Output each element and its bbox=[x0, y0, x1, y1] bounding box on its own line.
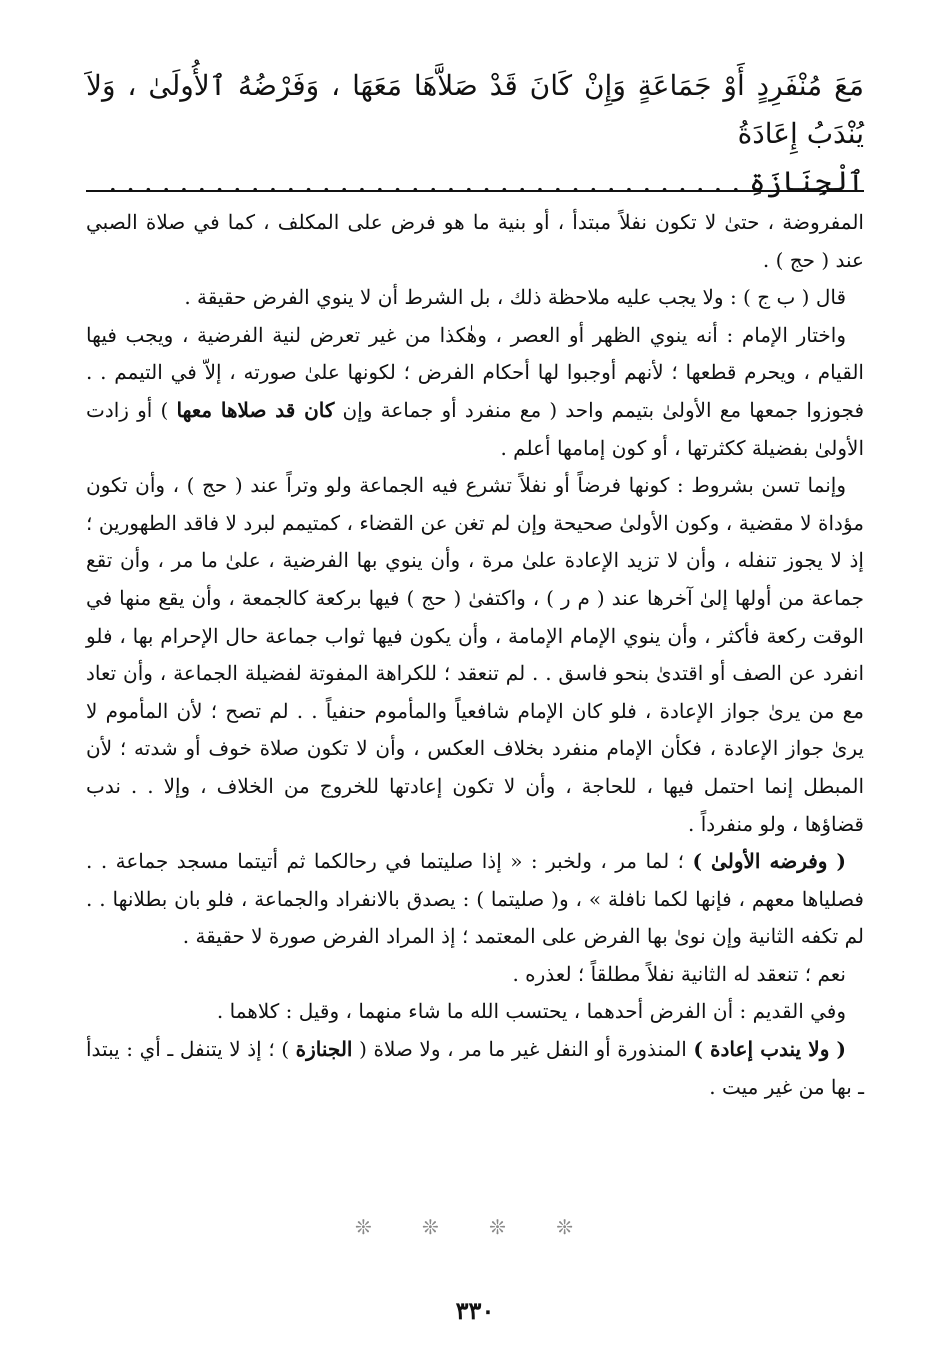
sharh-p8-text-b: ) ؛ إذ لا يتنفل ـ أي : يبتدأ ـ بها من غير ميت . bbox=[86, 1037, 864, 1099]
sharh-p8-text-a: المنذورة أو النفل غير ما مر ، ولا صلاة ( bbox=[359, 1037, 687, 1062]
sharh-paragraph-3 bbox=[86, 317, 864, 467]
matn-dots: . . . . . . . . . . . . . . . . . . . . . . . . . . . . . . . . . . . . bbox=[108, 165, 741, 198]
sharh-paragraph-1: المفروضة ، حتىٰ لا تكون نفلاً مبتدأ ، أو بنية ما هو فرض على المكلف ، كما في صلاة الصبي عند ( حج ) . bbox=[86, 210, 864, 272]
sharh-paragraph-8 bbox=[86, 1031, 864, 1106]
sharh-p3-bold: كان قد صلاها معها bbox=[176, 397, 335, 422]
matn-line-2-text: ٱلْجِنَازَةِ bbox=[749, 165, 864, 198]
page-number: ٣٣٠ bbox=[455, 1296, 495, 1325]
ornament-stars-icon: ❊ ❊ ❊ ❊ bbox=[354, 1215, 596, 1239]
sharh-p5-bold: ( وفرضه الأولىٰ ) bbox=[692, 849, 846, 874]
matn-line-1: مَعَ مُنْفَرِدٍ أَوْ جَمَاعَةٍ وَإِنْ كَانَ قَدْ صَلاَّهَا مَعَهَا ، وَفَرْضُهُ ٱلأُولَىٰ ، وَلاَ يُنْدَبُ إِعَادَةُ bbox=[86, 69, 864, 150]
sharh-paragraph-2: قال ( ب ج ) : ولا يجب عليه ملاحظة ذلك ، بل الشرط أن لا ينوي الفرض حقيقة . bbox=[184, 285, 846, 310]
sharh-paragraph-7: وفي القديم : أن الفرض أحدهما ، يحتسب الله ما شاء منهما ، وقيل : كلاهما . bbox=[216, 999, 846, 1024]
sharh-text bbox=[86, 204, 864, 1106]
sharh-paragraph-6: نعم ؛ تنعقد له الثانية نفلاً مطلقاً ؛ لعذره . bbox=[512, 961, 846, 986]
sharh-p8-bold-1: ( ولا يندب إعادة ) bbox=[693, 1037, 847, 1062]
sharh-p3-text-a: واختار الإمام : أنه ينوي الظهر أو العصر ، وهٰكذا من غير تعرض لنية الفرضية ، ويجب فيها القيام ، ويحرم قطعها ؛ لأنهم أوجبوا لها أحكام الفرض ؛ لكونها علىٰ صورته ، إلاّ في التيمم . . فجوزوا جمعها مع الأولىٰ بتيمم واحد ( مع منفرد أو جماعة وإن bbox=[86, 322, 864, 422]
sharh-p5-text: ؛ لما مر ، ولخبر : « إذا صليتما في رحالكما ثم أتيتما مسجد جماعة . . فصلياها معهم ، فإنها لكما نافلة » ، و( صليتما ) : يصدق بالانفراد والجماعة ، فلو بان بطلانها . . لم تكفه الثانية وإن نوىٰ بها الفرض على المعتمد ؛ إذ المراد الفرض صورة لا حقيقة . bbox=[86, 849, 864, 949]
sharh-p3-text-b: ) أو زادت الأولىٰ بفضيلة ككثرتها ، أو كون إمامها أعلم . bbox=[86, 397, 864, 460]
sharh-paragraph-4: وإنما تسن بشروط : كونها فرضاً أو نفلاً تشرع فيه الجماعة ولو وتراً عند ( حج ) ، وأن تكون مؤداة لا مقضية ، وكون الأولىٰ صحيحة وإن لم تغن عن القضاء ، كمتيمم لبرد لا فاقد الطهورين ؛ إذ لا يجوز تنفله ، وأن لا تزيد الإعادة علىٰ مرة ، وأن ينوي بها الفرضية ، علىٰ ما مر ، وأن تقع جماعة من أولها إلىٰ آخرها عند ( م ر ) ، واكتفىٰ ( حج ) فيها بركعة كالجمعة ، وأن يقع منها في الوقت ركعة فأكثر ، وأن ينوي الإمام الإمامة ، وأن يكون فيها ثواب جماعة حال الإحرام بها ، فلو انفرد عن الصف أو اقتدىٰ بنحو فاسق . . لم تنعقد ؛ للكراهة المفوتة لفضيلة الجماعة ، وأن تعاد مع من يرىٰ جواز الإعادة ، فلو كان الإمام شافعياً والمأموم حنفياً . . لم تصح ؛ لأن المأموم لا يرىٰ جواز الإعادة ، فكأن الإمام منفرد بخلاف العكس ، وأن لا تكون صلاة خوف أو شدته ؛ لأن المبطل إنما احتمل فيها ، للحاجة ، وأن لا تكون إعادتها للخروج من الخلاف ، وإلا . . ندب قضاؤها ، ولو منفرداً . bbox=[86, 473, 865, 836]
sharh-p8-bold-2: الجنازة bbox=[295, 1037, 353, 1062]
sharh-paragraph-5 bbox=[86, 843, 864, 956]
matn-text bbox=[86, 62, 864, 206]
separator-rule bbox=[86, 190, 864, 192]
matn-line-2 bbox=[86, 158, 864, 206]
